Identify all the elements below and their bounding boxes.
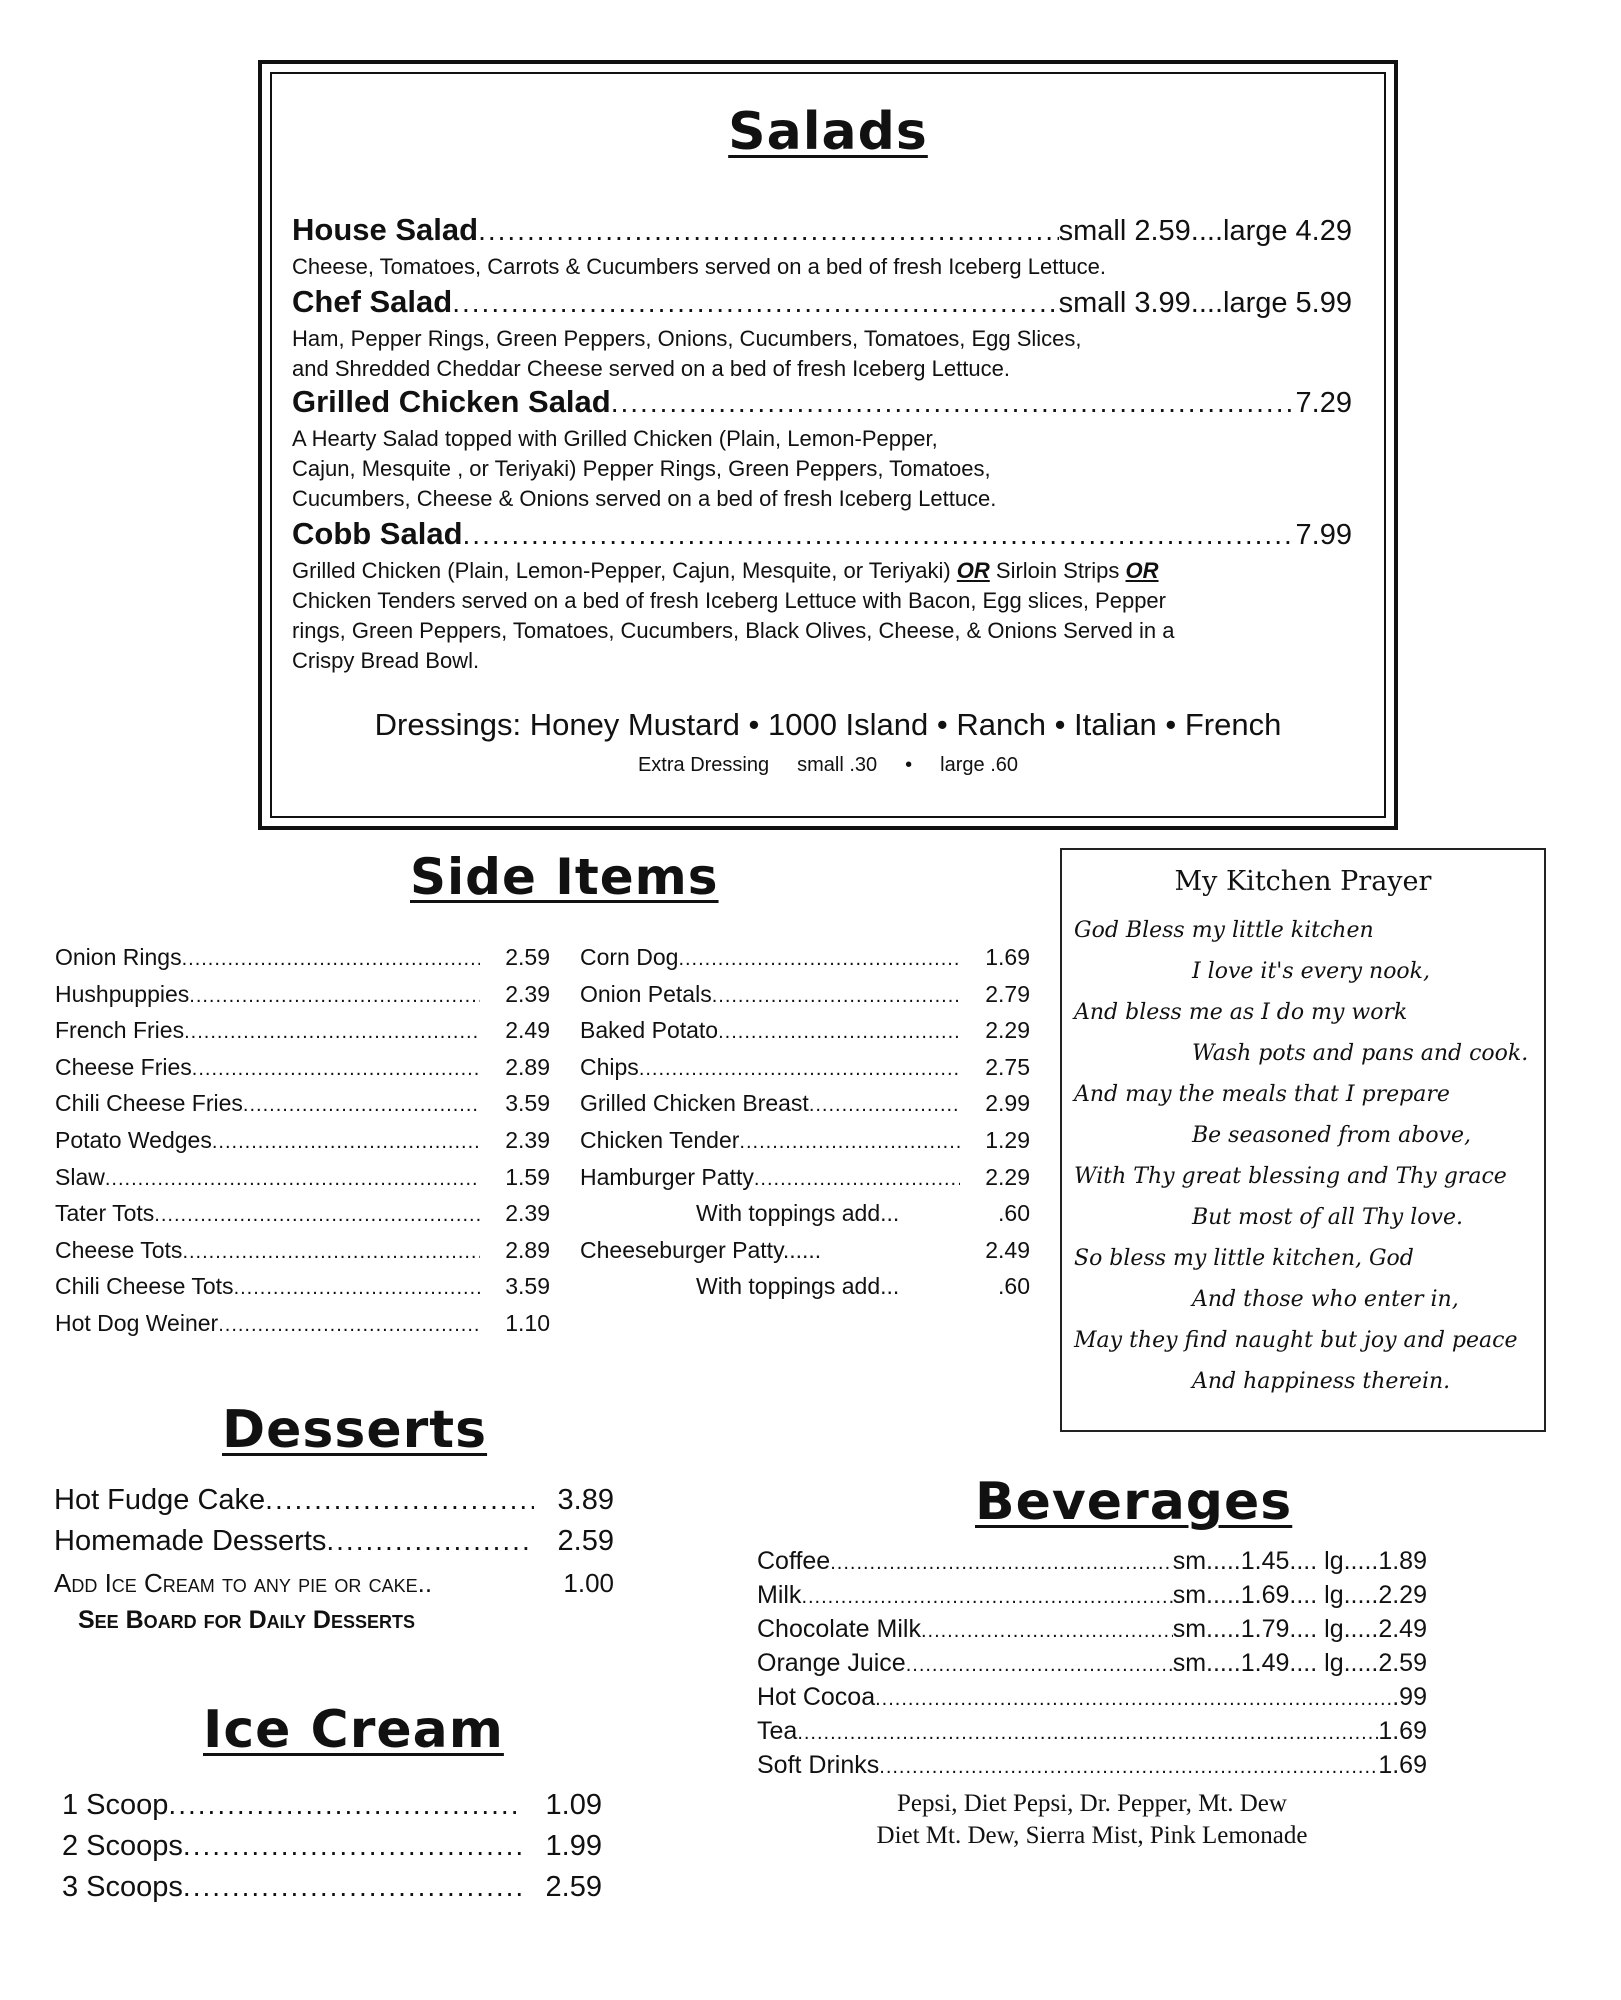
side-item xyxy=(55,1127,550,1164)
leader-dots xyxy=(452,287,1058,319)
soft-drink-line: Pepsi, Diet Pepsi, Dr. Pepper, Mt. Dew xyxy=(897,1790,1287,1817)
beverage-item xyxy=(757,1615,1427,1649)
item-name: Onion Petals xyxy=(580,980,712,1007)
prayer-line: With Thy great blessing and Thy grace xyxy=(1074,1164,1507,1189)
item-price: 2.29 xyxy=(985,1017,1030,1044)
item-name: Hot Dog Weiner xyxy=(55,1310,219,1336)
item-name: Cheese Tots xyxy=(55,1236,183,1263)
desserts-heading: Desserts xyxy=(222,1400,488,1460)
item-price: 2.39 xyxy=(505,1200,550,1227)
leader-dots xyxy=(739,1131,960,1154)
menu-item-house-salad xyxy=(292,212,1352,248)
leader-dots xyxy=(192,1058,480,1081)
addon-name: Add Ice Cream to any pie or cake.. xyxy=(54,1568,433,1598)
item-name: Coffee xyxy=(757,1547,831,1575)
leader-dots xyxy=(168,1789,522,1821)
leader-dots xyxy=(875,1688,1392,1711)
side-item xyxy=(55,1054,550,1091)
item-name: Chips xyxy=(580,1053,639,1080)
item-price: 2.39 xyxy=(505,980,550,1007)
prayer-line: Wash pots and pans and cook. xyxy=(1192,1041,1529,1066)
item-description xyxy=(292,324,1362,384)
item-name: Hamburger Patty xyxy=(580,1163,754,1190)
menu-item-grilled-chicken-salad xyxy=(292,384,1352,420)
dessert-addon xyxy=(54,1568,614,1599)
item-price: 1.59 xyxy=(505,1163,550,1190)
extra-small-price: small .30 xyxy=(797,754,878,776)
ice-cream-item xyxy=(62,1789,602,1822)
salads-heading: Salads xyxy=(728,102,928,162)
item-price: sm.....1.69.... lg.....2.29 xyxy=(1172,1581,1427,1609)
beverage-item xyxy=(757,1683,1427,1717)
item-price: 2.59 xyxy=(545,1871,602,1903)
item-name: Slaw xyxy=(55,1163,105,1190)
item-price: 1.99 xyxy=(545,1830,602,1862)
item-name: Soft Drinks xyxy=(757,1751,880,1779)
item-price: 1.69 xyxy=(985,944,1030,970)
item-price: .99 xyxy=(1392,1683,1427,1711)
prayer-line: God Bless my little kitchen xyxy=(1074,918,1374,943)
leader-dots xyxy=(218,1314,480,1337)
leader-dots xyxy=(212,1131,480,1154)
ice-cream-item xyxy=(62,1830,602,1863)
item-price: 1.69 xyxy=(1378,1717,1427,1745)
side-item xyxy=(55,981,550,1018)
item-price: 2.79 xyxy=(985,980,1030,1007)
description-line: Cheese, Tomatoes, Carrots & Cucumbers served on a bed of fresh Iceberg Lettuce. xyxy=(292,254,1107,279)
item-price: 3.59 xyxy=(505,1273,550,1300)
bullet-separator: • xyxy=(905,754,913,776)
side-item xyxy=(580,1164,1030,1201)
item-name: French Fries xyxy=(55,1017,185,1044)
salads-section xyxy=(258,60,1398,830)
leader-dots xyxy=(326,1525,534,1557)
prayer-line: And bless me as I do my work xyxy=(1074,1000,1408,1025)
leader-dots xyxy=(712,985,960,1008)
item-name: House Salad xyxy=(292,212,479,247)
or-emphasis: OR xyxy=(1125,558,1159,583)
description-line: Ham, Pepper Rings, Green Peppers, Onions, Cucumbers, Tomatoes, Egg Slices, xyxy=(292,326,1082,351)
leader-dots xyxy=(182,1241,480,1264)
leader-dots xyxy=(184,1021,480,1044)
leader-dots xyxy=(189,985,480,1008)
ice-cream-item xyxy=(62,1871,602,1904)
item-price: .60 xyxy=(998,1200,1030,1227)
leader-dots xyxy=(463,519,1296,551)
item-price: 2.29 xyxy=(985,1163,1030,1190)
item-name: 2 Scoops xyxy=(62,1830,183,1862)
item-name: With toppings add... xyxy=(696,1200,900,1227)
prayer-line: I love it's every nook, xyxy=(1192,959,1431,984)
item-name: Onion Rings xyxy=(55,944,182,970)
item-price: 1.69 xyxy=(1378,1751,1427,1779)
addon-price: 1.00 xyxy=(563,1568,614,1598)
side-item xyxy=(55,1273,550,1310)
prayer-title: My Kitchen Prayer xyxy=(1174,866,1432,897)
dessert-item xyxy=(54,1484,614,1517)
description-line: Cucumbers, Cheese & Onions served on a bed of fresh Iceberg Lettuce. xyxy=(292,486,997,511)
item-name: Grilled Chicken Breast xyxy=(580,1090,809,1117)
prayer-line: And happiness therein. xyxy=(1192,1369,1451,1394)
item-name: Chef Salad xyxy=(292,284,453,319)
side-item xyxy=(580,1273,1030,1310)
side-item xyxy=(55,1164,550,1201)
description-line: and Shredded Cheddar Cheese served on a bed of fresh Iceberg Lettuce. xyxy=(292,356,1010,381)
prayer-line: And those who enter in, xyxy=(1192,1287,1459,1312)
item-price: 2.75 xyxy=(985,1053,1030,1080)
item-name: Hot Cocoa xyxy=(757,1683,876,1711)
prayer-line: And may the meals that I prepare xyxy=(1074,1082,1450,1107)
dessert-item xyxy=(54,1525,614,1558)
item-name: Homemade Desserts xyxy=(54,1525,327,1557)
item-price: 7.99 xyxy=(1295,519,1352,551)
side-item xyxy=(55,944,550,981)
side-item xyxy=(580,1237,1030,1274)
item-name: Tea xyxy=(757,1717,798,1745)
item-price: 2.59 xyxy=(557,1525,614,1557)
beverage-item xyxy=(757,1649,1427,1683)
leader-dots xyxy=(243,1094,480,1117)
leader-dots xyxy=(265,1484,534,1516)
item-name: Chocolate Milk xyxy=(757,1615,921,1643)
item-price: 2.89 xyxy=(505,1236,550,1263)
leader-dots xyxy=(154,1204,480,1227)
item-price: 2.99 xyxy=(985,1090,1030,1117)
leader-dots xyxy=(183,1871,522,1903)
item-price: 1.09 xyxy=(545,1789,602,1821)
prayer-line: But most of all Thy love. xyxy=(1192,1205,1463,1230)
item-name: Chicken Tender xyxy=(580,1127,740,1153)
item-price: 2.89 xyxy=(505,1053,550,1080)
leader-dots xyxy=(478,215,1059,247)
side-item xyxy=(580,1200,1030,1237)
menu-item-cobb-salad xyxy=(292,516,1352,552)
item-name: Chili Cheese Fries xyxy=(55,1090,243,1117)
item-name: Cobb Salad xyxy=(292,516,463,551)
leader-dots xyxy=(611,387,1296,419)
item-name: 3 Scoops xyxy=(62,1871,183,1903)
leader-dots xyxy=(183,1830,522,1862)
leader-dots xyxy=(906,1654,1173,1677)
extra-large-price: large .60 xyxy=(940,754,1019,776)
side-item xyxy=(580,981,1030,1018)
ice-cream-heading: Ice Cream xyxy=(203,1700,504,1760)
item-name: Baked Potato xyxy=(580,1017,719,1044)
leader-dots xyxy=(801,1586,1172,1609)
item-name: Cheeseburger Patty...... xyxy=(580,1236,822,1263)
prayer-line: May they find naught but joy and peace xyxy=(1074,1328,1518,1353)
prayer-line: So bless my little kitchen, God xyxy=(1074,1246,1414,1271)
leader-dots xyxy=(830,1552,1172,1575)
item-price: 3.59 xyxy=(505,1090,550,1117)
side-item xyxy=(55,1090,550,1127)
beverage-item xyxy=(757,1547,1427,1581)
description-line: Crispy Bread Bowl. xyxy=(292,648,480,673)
beverage-item xyxy=(757,1751,1427,1785)
prayer-line: Be seasoned from above, xyxy=(1192,1123,1472,1148)
item-name: Milk xyxy=(757,1581,802,1609)
item-description xyxy=(292,424,1362,514)
leader-dots xyxy=(754,1168,960,1191)
description-line: A Hearty Salad topped with Grilled Chicken (Plain, Lemon-Pepper, xyxy=(292,426,938,451)
leader-dots xyxy=(182,948,480,971)
item-name: Hushpuppies xyxy=(55,980,190,1007)
leader-dots xyxy=(105,1168,480,1191)
item-name: Hot Fudge Cake xyxy=(54,1484,266,1516)
item-price: sm.....1.79.... lg.....2.49 xyxy=(1172,1615,1427,1643)
or-emphasis: OR xyxy=(956,558,990,583)
item-price: 1.29 xyxy=(985,1127,1030,1153)
leader-dots xyxy=(797,1722,1378,1745)
side-item xyxy=(580,1017,1030,1054)
description-line: Chicken Tenders served on a bed of fresh Iceberg Lettuce with Bacon, Egg slices, Pepper xyxy=(292,588,1166,613)
beverages-heading: Beverages xyxy=(975,1472,1293,1532)
description-line xyxy=(292,556,1362,586)
item-name: Tater Tots xyxy=(55,1200,155,1227)
item-price: sm.....1.49.... lg.....2.59 xyxy=(1172,1649,1427,1677)
item-price: .60 xyxy=(998,1273,1030,1300)
description-text: Sirloin Strips xyxy=(989,558,1126,583)
menu-item-chef-salad xyxy=(292,284,1352,320)
side-item xyxy=(580,1054,1030,1091)
side-item xyxy=(55,1017,550,1054)
leader-dots xyxy=(879,1756,1378,1779)
item-price: 7.29 xyxy=(1295,387,1352,419)
leader-dots xyxy=(809,1094,960,1117)
item-name: Orange Juice xyxy=(757,1649,906,1677)
item-description xyxy=(292,252,1362,282)
description-line: rings, Green Peppers, Tomatoes, Cucumbers, Black Olives, Cheese, & Onions Served in a xyxy=(292,618,1175,643)
item-name: Corn Dog xyxy=(580,944,679,970)
item-description xyxy=(292,556,1362,676)
item-price: small 3.99....large 5.99 xyxy=(1058,287,1352,319)
beverage-item xyxy=(757,1717,1427,1751)
item-name: Grilled Chicken Salad xyxy=(292,384,611,419)
item-price: 2.59 xyxy=(505,944,550,970)
item-price: 2.39 xyxy=(505,1127,550,1153)
side-item xyxy=(55,1237,550,1274)
item-price: 2.49 xyxy=(985,1236,1030,1263)
item-price: sm.....1.45.... lg.....1.89 xyxy=(1172,1547,1427,1575)
item-name: Chili Cheese Tots xyxy=(55,1273,234,1300)
item-name: Potato Wedges xyxy=(55,1127,212,1153)
side-item xyxy=(55,1200,550,1237)
item-price: small 2.59....large 4.29 xyxy=(1058,215,1352,247)
item-name: With toppings add... xyxy=(696,1273,900,1300)
side-item xyxy=(580,944,1030,981)
side-item xyxy=(580,1090,1030,1127)
soft-drink-options xyxy=(757,1788,1427,1852)
leader-dots xyxy=(639,1058,960,1081)
kitchen-prayer-box xyxy=(1060,848,1546,1432)
item-name: 1 Scoop xyxy=(62,1789,169,1821)
item-price: 1.10 xyxy=(505,1310,550,1336)
description-text: Grilled Chicken (Plain, Lemon-Pepper, Cajun, Mesquite, or Teriyaki) xyxy=(292,558,957,583)
dressings-list: Dressings: Honey Mustard • 1000 Island • Ranch • Italian • French xyxy=(374,707,1282,742)
beverage-item xyxy=(757,1581,1427,1615)
extra-dressing-pricing xyxy=(262,754,1394,777)
item-name: Cheese Fries xyxy=(55,1053,192,1080)
item-price: 2.49 xyxy=(505,1017,550,1044)
leader-dots xyxy=(234,1277,480,1300)
leader-dots xyxy=(718,1021,960,1044)
leader-dots xyxy=(921,1620,1173,1643)
side-item xyxy=(580,1127,1030,1164)
item-price: 3.89 xyxy=(557,1484,614,1516)
soft-drink-line: Diet Mt. Dew, Sierra Mist, Pink Lemonade xyxy=(876,1822,1308,1849)
side-item xyxy=(55,1310,550,1347)
daily-desserts-note: See Board for Daily Desserts xyxy=(78,1606,415,1634)
leader-dots xyxy=(678,948,960,971)
description-line: Cajun, Mesquite , or Teriyaki) Pepper Rings, Green Peppers, Tomatoes, xyxy=(292,456,991,481)
side-items-heading: Side Items xyxy=(410,848,719,906)
extra-dressing-label: Extra Dressing xyxy=(637,754,770,776)
